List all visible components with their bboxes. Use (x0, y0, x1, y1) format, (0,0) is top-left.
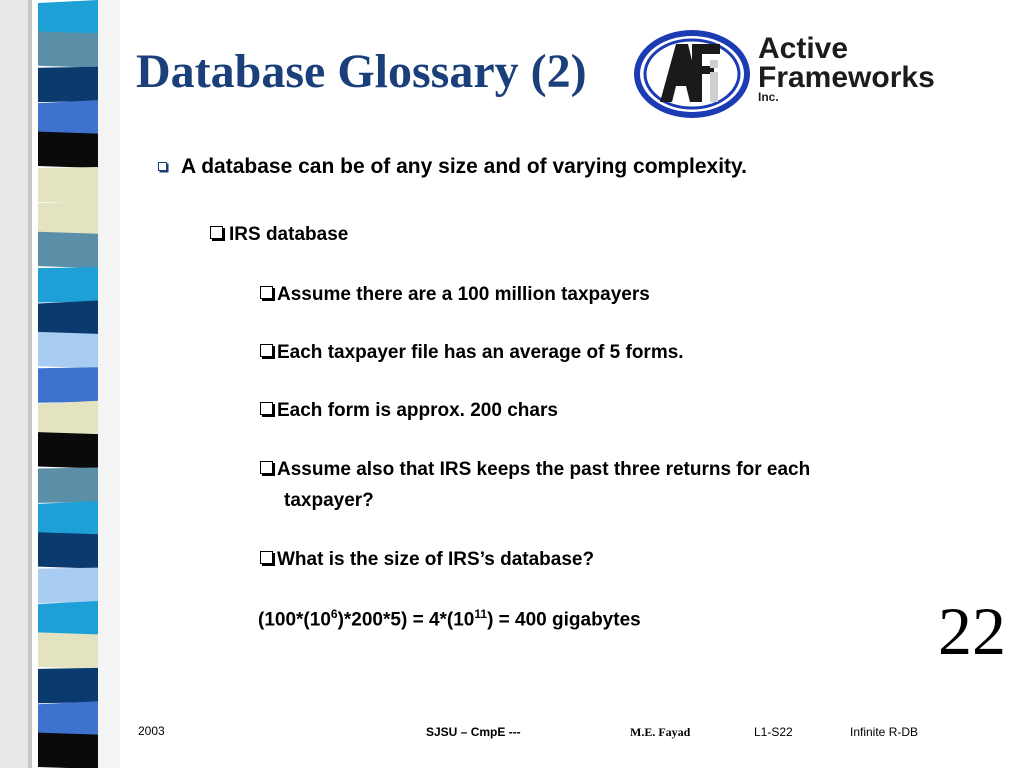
logo-inc: Inc. (758, 90, 779, 104)
bullet-box-icon (260, 461, 273, 474)
sub-bullet-irs (210, 224, 348, 246)
strip-band (38, 532, 98, 568)
item-text: What is the size of IRS’s database? (277, 549, 595, 570)
footer-slide-ref: L1-S22 (754, 725, 793, 739)
bullet-box-icon (260, 402, 273, 415)
strip-band (38, 432, 98, 468)
item-text: Assume also that IRS keeps the past three returns for each (277, 459, 811, 480)
strip-band (38, 467, 98, 502)
item-returns-continued: taxpayer? (284, 490, 374, 511)
formula-part: ) = 400 gigabytes (487, 609, 641, 631)
active-frameworks-logo (630, 24, 998, 124)
item-returns (260, 459, 810, 481)
footer-course: SJSU – CmpE --- (426, 725, 521, 739)
item-forms (260, 342, 684, 364)
strip-band (38, 668, 98, 703)
item-text: Assume there are a 100 million taxpayers (277, 284, 650, 305)
strip-band (38, 632, 98, 668)
sub-bullet-text: IRS database (229, 224, 349, 245)
main-bullet-text: A database can be of any size and of varying complexity. (181, 155, 748, 178)
strip-band (38, 367, 98, 402)
bullet-box-icon (260, 551, 273, 564)
strip-band (38, 132, 98, 168)
logo-line-frameworks: Frameworks (758, 61, 935, 94)
item-text: Each form is approx. 200 chars (277, 400, 558, 421)
formula-part: (100*(10 (258, 609, 331, 631)
logo-line-active: Active (758, 32, 849, 65)
afi-monogram-icon (630, 24, 754, 124)
footer-author: M.E. Fayad (630, 725, 691, 739)
item-question (260, 549, 594, 571)
bullet-box-icon (210, 226, 223, 239)
bullet-box-icon (158, 162, 167, 171)
bullet-box-icon (260, 344, 273, 357)
footer-topic: Infinite R-DB (850, 725, 919, 739)
formula-exponent: 11 (474, 607, 488, 621)
footer-year: 2003 (138, 724, 165, 738)
strip-band (38, 232, 98, 268)
formula-part: )*200*5) = 4*(10 (337, 609, 475, 631)
page-number: 22 (938, 593, 1006, 669)
item-chars (260, 400, 558, 422)
strip-band (38, 167, 98, 202)
slide-title: Database Glossary (2) (136, 45, 587, 98)
strip-band (38, 733, 98, 768)
item-text: Each taxpayer file has an average of 5 forms. (277, 342, 684, 363)
strip-band (38, 568, 98, 603)
strip-band (38, 267, 98, 302)
formula (258, 607, 641, 631)
formula-exponent: 6 (330, 607, 338, 621)
decorative-color-strip (0, 0, 120, 768)
strip-band (38, 332, 98, 368)
logo-company-name (758, 34, 935, 92)
main-bullet (158, 155, 747, 179)
strip-band (38, 31, 98, 67)
bullet-box-icon (260, 286, 273, 299)
item-taxpayers (260, 284, 650, 306)
strip-band (38, 67, 98, 102)
